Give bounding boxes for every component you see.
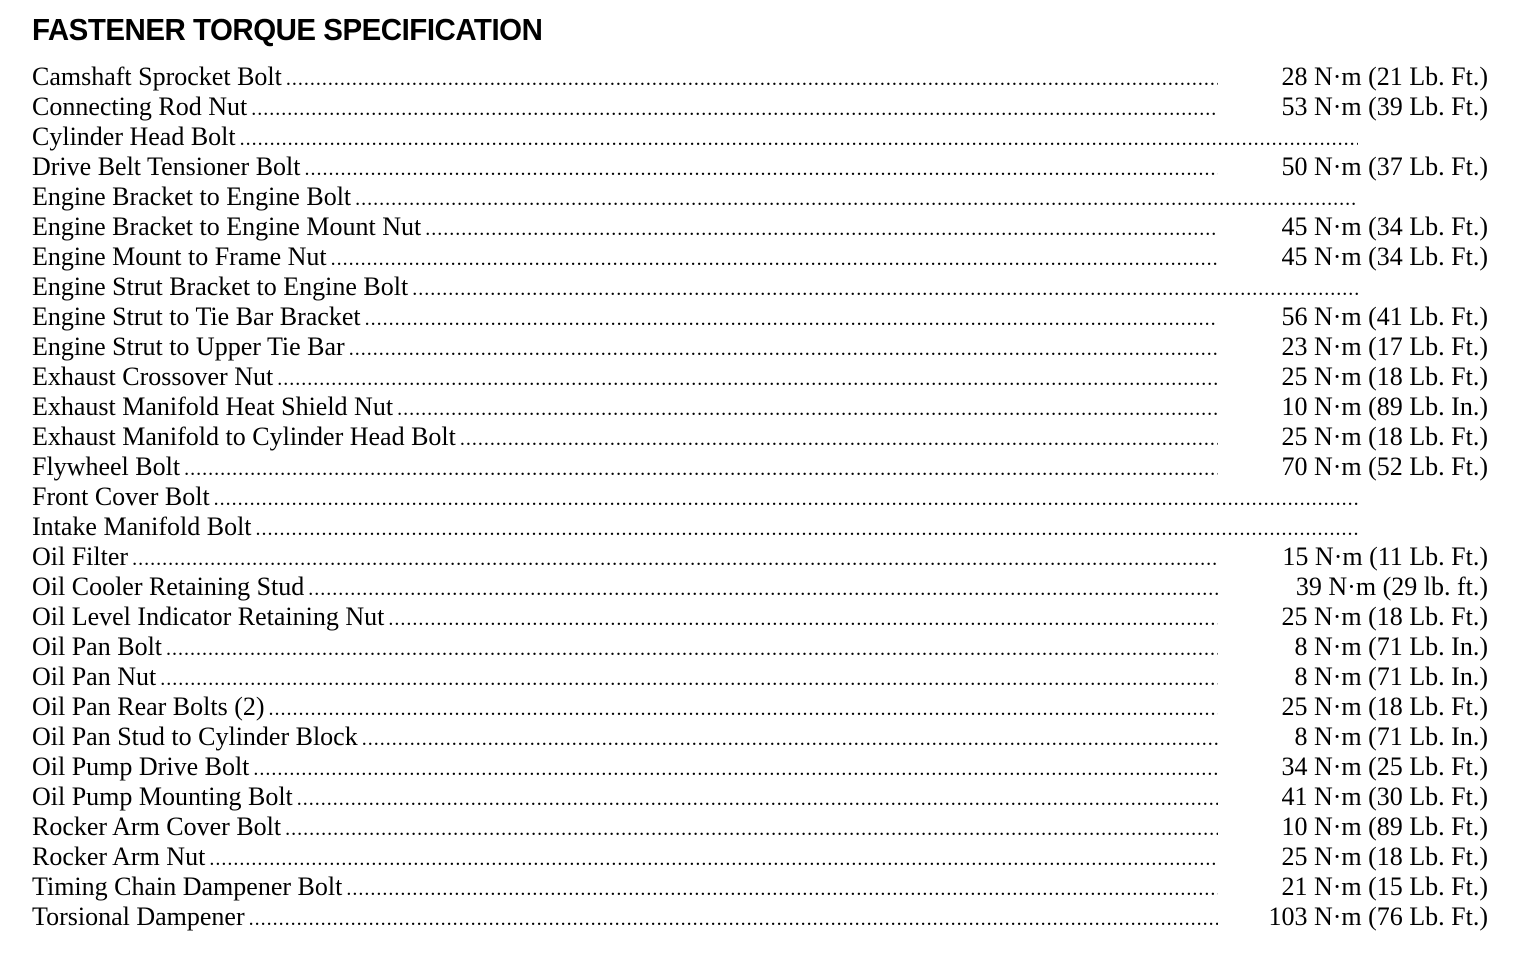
spec-row xyxy=(32,662,1488,692)
spec-item-label: Oil Pan Nut xyxy=(32,662,157,691)
spec-item-label: Rocker Arm Nut xyxy=(32,842,206,871)
dot-leader xyxy=(342,874,1218,904)
spec-row xyxy=(32,512,1488,542)
spec-torque-value: 8 N·m (71 Lb. In.) xyxy=(1294,662,1488,691)
spec-item-label: Torsional Dampener xyxy=(32,902,245,931)
dot-leader xyxy=(245,904,1218,934)
spec-torque-value: 25 N·m (18 Lb. Ft.) xyxy=(1281,362,1488,391)
dot-leader xyxy=(281,814,1218,844)
dot-leader xyxy=(293,784,1218,814)
spec-row xyxy=(32,722,1488,752)
spec-row xyxy=(32,752,1488,782)
dot-leader xyxy=(384,604,1218,634)
spec-row xyxy=(32,182,1488,212)
spec-item-label: Engine Mount to Frame Nut xyxy=(32,242,327,271)
spec-item-label: Engine Strut to Tie Bar Bracket xyxy=(32,302,361,331)
spec-torque-value: 41 N·m (30 Lb. Ft.) xyxy=(1281,782,1488,811)
spec-torque-value: 23 N·m (17 Lb. Ft.) xyxy=(1281,332,1488,361)
spec-item-label: Flywheel Bolt xyxy=(32,452,181,481)
spec-torque-value: 28 N·m (21 Lb. Ft.) xyxy=(1281,62,1488,91)
spec-item-label: Exhaust Crossover Nut xyxy=(32,362,274,391)
spec-torque-value: 53 N·m (39 Lb. Ft.) xyxy=(1281,92,1488,121)
spec-torque-value: 25 N·m (18 Lb. Ft.) xyxy=(1281,602,1488,631)
spec-row xyxy=(32,482,1488,512)
dot-leader xyxy=(345,334,1218,364)
dot-leader xyxy=(210,484,1358,514)
dot-leader xyxy=(205,844,1218,874)
dot-leader xyxy=(327,244,1218,274)
spec-item-label: Connecting Rod Nut xyxy=(32,92,248,121)
spec-row xyxy=(32,452,1488,482)
spec-torque-value: 8 N·m (71 Lb. In.) xyxy=(1294,722,1488,751)
dot-leader xyxy=(351,184,1358,214)
spec-row xyxy=(32,422,1488,452)
dot-leader xyxy=(301,154,1219,184)
spec-row xyxy=(32,692,1488,722)
spec-item-label: Camshaft Sprocket Bolt xyxy=(32,62,282,91)
spec-torque-value: 39 N·m (29 lb. ft.) xyxy=(1295,572,1488,601)
spec-torque-value: 50 N·m (37 Lb. Ft.) xyxy=(1281,152,1488,181)
spec-torque-value: 21 N·m (15 Lb. Ft.) xyxy=(1281,872,1488,901)
spec-item-label: Rocker Arm Cover Bolt xyxy=(32,812,282,841)
spec-row xyxy=(32,572,1488,602)
spec-row xyxy=(32,302,1488,332)
dot-leader xyxy=(128,544,1218,574)
spec-item-label: Engine Bracket to Engine Bolt xyxy=(32,182,352,211)
dot-leader xyxy=(236,124,1358,154)
spec-torque-value: 34 N·m (25 Lb. Ft.) xyxy=(1281,752,1488,781)
dot-leader xyxy=(180,454,1218,484)
spec-item-label: Oil Cooler Retaining Stud xyxy=(32,572,305,601)
spec-row xyxy=(32,272,1488,302)
spec-row xyxy=(32,782,1488,812)
spec-row xyxy=(32,902,1488,932)
spec-row xyxy=(32,92,1488,122)
spec-torque-value: 25 N·m (18 Lb. Ft.) xyxy=(1281,692,1488,721)
spec-item-label: Intake Manifold Bolt xyxy=(32,512,252,541)
spec-torque-value: 45 N·m (34 Lb. Ft.) xyxy=(1281,242,1488,271)
spec-item-label: Engine Strut Bracket to Engine Bolt xyxy=(32,272,409,301)
page-title: FASTENER TORQUE SPECIFICATION xyxy=(32,12,543,47)
spec-item-label: Oil Pan Stud to Cylinder Block xyxy=(32,722,358,751)
dot-leader xyxy=(265,694,1218,724)
dot-leader xyxy=(252,514,1358,544)
dot-leader xyxy=(273,364,1218,394)
spec-item-label: Exhaust Manifold Heat Shield Nut xyxy=(32,392,394,421)
spec-row xyxy=(32,362,1488,392)
spec-row xyxy=(32,122,1488,152)
spec-torque-value: 10 N·m (89 Lb. In.) xyxy=(1281,392,1488,421)
dot-leader xyxy=(156,664,1218,694)
spec-torque-value: 25 N·m (18 Lb. Ft.) xyxy=(1281,422,1488,451)
dot-leader xyxy=(304,574,1218,604)
spec-row xyxy=(32,632,1488,662)
dot-leader xyxy=(456,424,1218,454)
spec-item-label: Oil Pump Mounting Bolt xyxy=(32,782,293,811)
spec-row xyxy=(32,242,1488,272)
spec-torque-value: 15 N·m (11 Lb. Ft.) xyxy=(1282,542,1488,571)
dot-leader xyxy=(358,724,1218,754)
spec-item-label: Oil Filter xyxy=(32,542,129,571)
spec-item-label: Oil Pump Drive Bolt xyxy=(32,752,250,781)
spec-row xyxy=(32,542,1488,572)
spec-row xyxy=(32,62,1488,92)
spec-row xyxy=(32,872,1488,902)
spec-row xyxy=(32,332,1488,362)
dot-leader xyxy=(361,304,1218,334)
spec-torque-value: 45 N·m (34 Lb. Ft.) xyxy=(1281,212,1488,241)
spec-item-label: Engine Strut to Upper Tie Bar xyxy=(32,332,345,361)
spec-torque-value: 25 N·m (18 Lb. Ft.) xyxy=(1281,842,1488,871)
dot-leader xyxy=(408,274,1358,304)
spec-torque-value: 56 N·m (41 Lb. Ft.) xyxy=(1281,302,1488,331)
spec-item-label: Oil Pan Rear Bolts (2) xyxy=(32,692,265,721)
spec-item-label: Exhaust Manifold to Cylinder Head Bolt xyxy=(32,422,456,451)
spec-torque-value: 8 N·m (71 Lb. In.) xyxy=(1294,632,1488,661)
dot-leader xyxy=(421,214,1218,244)
torque-spec-list xyxy=(32,62,1488,932)
spec-item-label: Timing Chain Dampener Bolt xyxy=(32,872,343,901)
spec-torque-value: 70 N·m (52 Lb. Ft.) xyxy=(1281,452,1488,481)
spec-row xyxy=(32,212,1488,242)
spec-item-label: Oil Level Indicator Retaining Nut xyxy=(32,602,385,631)
spec-torque-value: 103 N·m (76 Lb. Ft.) xyxy=(1268,902,1488,931)
spec-item-label: Engine Bracket to Engine Mount Nut xyxy=(32,212,422,241)
dot-leader xyxy=(249,754,1218,784)
spec-torque-value: 10 N·m (89 Lb. Ft.) xyxy=(1281,812,1488,841)
spec-row xyxy=(32,842,1488,872)
spec-row xyxy=(32,152,1488,182)
spec-item-label: Front Cover Bolt xyxy=(32,482,210,511)
spec-item-label: Cylinder Head Bolt xyxy=(32,122,236,151)
dot-leader xyxy=(282,64,1218,94)
dot-leader xyxy=(247,94,1218,124)
spec-item-label: Drive Belt Tensioner Bolt xyxy=(32,152,301,181)
spec-item-label: Oil Pan Bolt xyxy=(32,632,163,661)
spec-row xyxy=(32,602,1488,632)
spec-row xyxy=(32,812,1488,842)
dot-leader xyxy=(393,394,1218,424)
dot-leader xyxy=(162,634,1218,664)
spec-row xyxy=(32,392,1488,422)
